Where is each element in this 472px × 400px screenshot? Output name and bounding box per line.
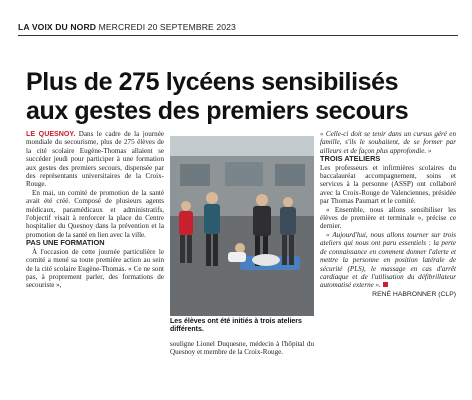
section-subhead: TROIS ATELIERS — [320, 154, 381, 164]
author-signature: RENÉ HABRONNER (CLP) — [372, 290, 456, 298]
paragraph-text: Dans le cadre de la journée mondiale du secourisme, plus de 275 élèves de la cité scolaire Eugène-Thomas allaient se succéder jeudi pour participer à une formation aux gestes des premiers secours, dispensée par des représentants universitaires de la Croix-Rouge. — [26, 130, 164, 189]
headline-line-1: Plus de 275 lycéens sensibilisés — [26, 68, 399, 96]
dateline: LE QUESNOY. — [26, 130, 76, 138]
masthead-rule — [18, 35, 458, 36]
end-mark-icon — [383, 282, 388, 287]
quote-paragraph — [320, 130, 456, 155]
article-column-3 — [320, 130, 456, 299]
article-headline — [26, 68, 446, 126]
paragraph — [320, 231, 456, 290]
quote-text: « Aujourd'hui, nous allons tourner sur trois ateliers qui nous ont paru essentiels : la perte de connaissance en comment donner l'alerte et mettre la personne en position latérale de sécurité (PLS), le massage en cas d'arrêt cardiaque et de l'utilisation du défibrillateur automatisé externe ». — [320, 230, 456, 290]
paragraph: À l'occasion de cette journée particulière le comité a mené sa toute première action au sein de la cité scolaire Eugène-Thomas. « Ce ne sont pas, à proprement parler, des formations de secouriste », — [26, 247, 164, 290]
newspaper-name: LA VOIX DU NORD — [18, 22, 97, 32]
quote-text: « Celle-ci doit se tenir dans un cursus géré en famille, s'ils le souhaitent, de se former par ailleurs et de façon plus approfondie. » — [320, 130, 456, 155]
section-subhead: PAS UNE FORMATION — [26, 238, 105, 248]
paragraph: Les professeurs et infirmières scolaires du baccalauréat accompagnement, soins et services à la personne (ASSP) ont collaboré avec la Croix-Rouge de Valenciennes, présidée par Thomas Paumart et le comité. — [320, 163, 456, 206]
publication-date: MERCREDI 20 SEPTEMBRE 2023 — [98, 22, 236, 32]
article-column-1 — [26, 130, 164, 290]
paragraph — [26, 130, 164, 189]
students-first-aid-photo — [170, 136, 314, 316]
paragraph: En mai, un comité de promotion de la santé avait été créé. Composé de plusieurs agents médicaux, paramédicaux et administratifs, l'objectif visait à renforcer la place du Centre hospitalier du Quesnoy dans la prévention et la promotion de la santé en lien avec la ville. — [26, 188, 164, 239]
article-photo — [170, 136, 314, 316]
photo-caption: Les élèves ont été initiés à trois ateliers différents. — [170, 318, 302, 334]
masthead — [18, 22, 458, 32]
article-column-2 — [170, 340, 314, 357]
paragraph: souligne Lionel Duquesne, médecin à l'hôpital du Quesnoy et membre de la Croix-Rouge. — [170, 340, 314, 357]
headline-line-2: aux gestes des premiers secours — [26, 97, 409, 125]
paragraph: « Ensemble, nous allons sensibiliser les élèves de première et terminale », précise ce dernier. — [320, 205, 456, 231]
